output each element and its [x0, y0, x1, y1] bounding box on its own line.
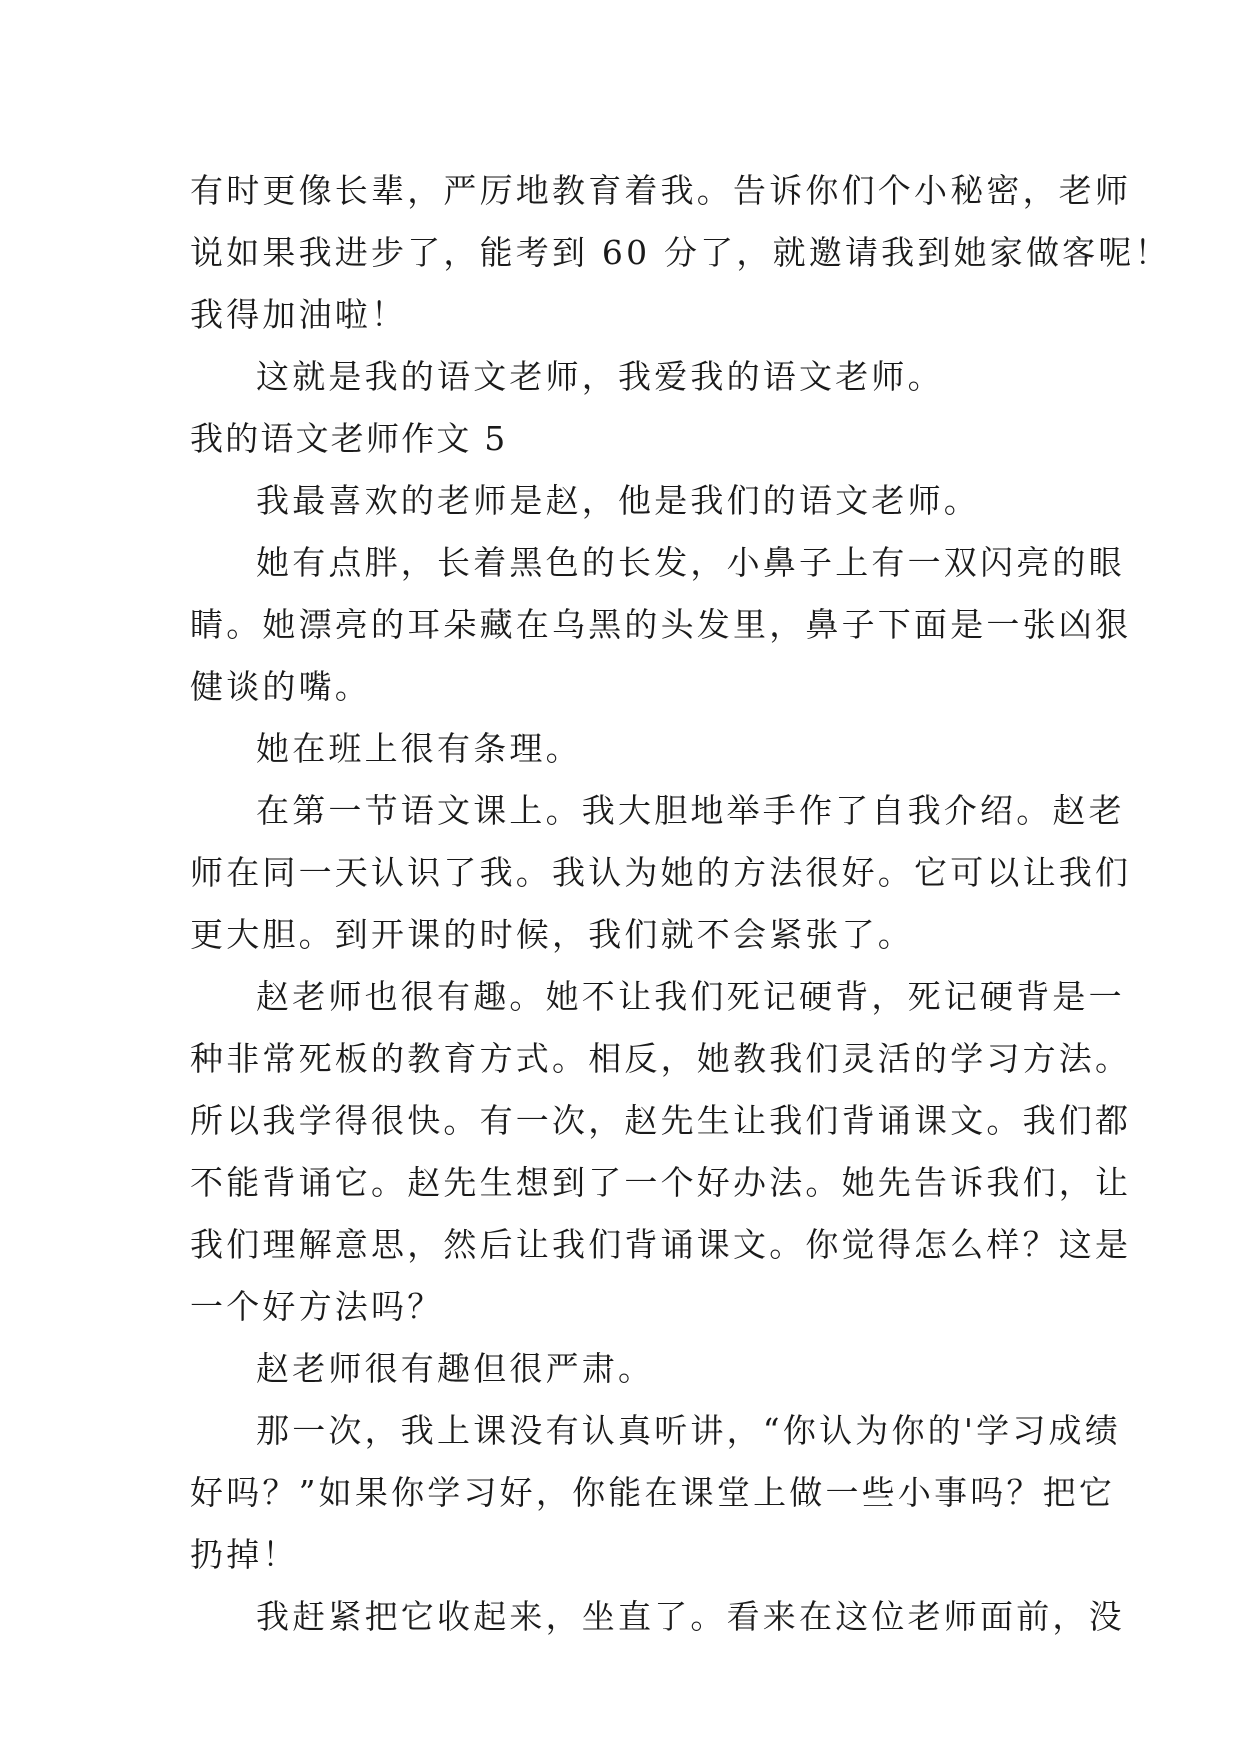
paragraph-start-line: 我赶紧把它收起来，坐直了。看来在这位老师面前，没	[256, 1597, 1125, 1636]
paragraph-start-line: 这就是我的语文老师，我爱我的语文老师。	[256, 357, 944, 396]
body-line: 所以我学得很快。有一次，赵先生让我们背诵课文。我们都	[190, 1101, 1132, 1140]
body-line: 一个好方法吗？	[190, 1287, 444, 1326]
body-line: 我得加油啦！	[190, 295, 408, 334]
body-line: 我们理解意思，然后让我们背诵课文。你觉得怎么样？这是	[190, 1225, 1132, 1264]
paragraph-start-line: 赵老师很有趣但很严肃。	[256, 1349, 655, 1388]
paragraph-start-line: 我最喜欢的老师是赵，他是我们的语文老师。	[256, 481, 980, 520]
paragraph-start-line: 她有点胖，长着黑色的长发，小鼻子上有一双闪亮的眼	[256, 543, 1125, 582]
body-line: 更大胆。到开课的时候，我们就不会紧张了。	[190, 915, 914, 954]
body-line: 扔掉！	[190, 1535, 299, 1574]
paragraph-start-line: 在第一节语文课上。我大胆地举手作了自我介绍。赵老	[256, 791, 1125, 830]
body-line: 不能背诵它。赵先生想到了一个好办法。她先告诉我们，让	[190, 1163, 1132, 1202]
body-line: 好吗？”如果你学习好，你能在课堂上做一些小事吗？把它	[190, 1473, 1116, 1512]
paragraph-start-line: 她在班上很有条理。	[256, 729, 582, 768]
paragraph-start-line: 那一次，我上课没有认真听讲，“你认为你的'学习成绩	[256, 1411, 1121, 1450]
section-heading: 我的语文老师作文 5	[190, 419, 508, 458]
body-line: 睛。她漂亮的耳朵藏在乌黑的头发里，鼻子下面是一张凶狠	[190, 605, 1132, 644]
paragraph-start-line: 赵老师也很有趣。她不让我们死记硬背，死记硬背是一	[256, 977, 1125, 1016]
body-line: 种非常死板的教育方式。相反，她教我们灵活的学习方法。	[190, 1039, 1132, 1078]
body-line: 健谈的嘴。	[190, 667, 371, 706]
body-line: 师在同一天认识了我。我认为她的方法很好。它可以让我们	[190, 853, 1132, 892]
body-line: 有时更像长辈，严厉地教育着我。告诉你们个小秘密，老师	[190, 171, 1132, 210]
document-body	[190, 160, 1171, 1648]
body-line: 说如果我进步了，能考到 60 分了，就邀请我到她家做客呢！	[190, 233, 1171, 272]
